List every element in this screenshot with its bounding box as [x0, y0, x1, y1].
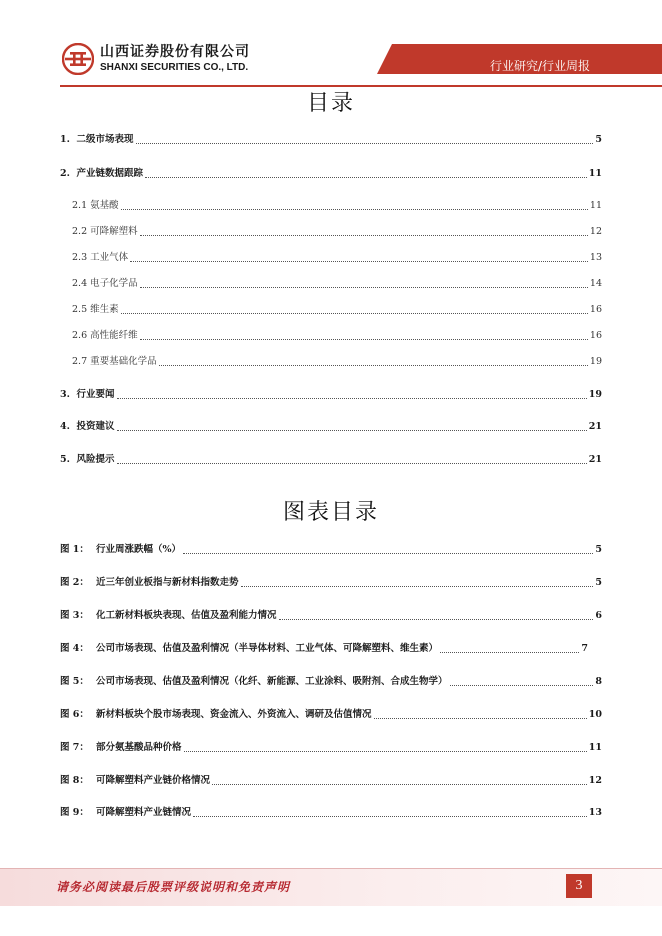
toc-item-2-6[interactable] [72, 328, 602, 342]
toc-item-2-2[interactable] [72, 224, 602, 238]
leader-dots [279, 618, 594, 620]
page-number: 3 [566, 874, 592, 898]
leader-dots [117, 397, 587, 399]
toc-item-text: 工业气体 [90, 252, 129, 263]
leader-dots [140, 286, 588, 288]
toc-item-4[interactable] [60, 419, 602, 433]
company-name [100, 44, 250, 74]
toc-item-text: 维生素 [90, 304, 119, 315]
disclaimer-note: 请务必阅读最后股票评级说明和免责声明 [56, 880, 291, 894]
figure-text: 部分氨基酸品种价格 [96, 742, 182, 753]
toc-item-num: 3. [60, 389, 70, 400]
toc-item-5[interactable] [60, 452, 602, 466]
toc-item-num: 1. [60, 134, 70, 145]
toc-item-num: 2. [60, 168, 70, 179]
leader-dots [183, 552, 593, 554]
toc-item-num: 2.3 [72, 252, 88, 263]
leader-dots [136, 142, 594, 144]
company-name-en: SHANXI SECURITIES CO., LTD. [100, 62, 249, 73]
toc-item-page: 14 [589, 278, 602, 289]
leader-dots [159, 364, 588, 366]
figure-page: 5 [595, 577, 602, 588]
leader-dots [117, 462, 587, 464]
page-header [0, 0, 662, 92]
toc-item-page: 16 [589, 304, 602, 315]
figure-page: 5 [595, 544, 602, 555]
figure-text: 公司市场表现、估值及盈利情况（化纤、新能源、工业涂料、吸附剂、合成生物学） [96, 676, 448, 687]
figure-text: 行业周涨跌幅（%） [96, 544, 182, 555]
leader-dots [193, 815, 587, 817]
toc-item-page: 16 [589, 330, 602, 341]
toc-item-num: 2.2 [72, 226, 88, 237]
leader-dots [184, 750, 587, 752]
toc-item-page: 5 [595, 134, 602, 145]
toc-item-text: 二级市场表现 [76, 134, 134, 145]
toc-item-text: 重要基础化学品 [90, 356, 157, 367]
leader-dots [450, 684, 594, 686]
toc-item-page: 11 [588, 168, 602, 179]
toc-item-text: 投资建议 [76, 421, 115, 432]
leader-dots [241, 585, 594, 587]
figure-label: 图 4： [60, 643, 89, 654]
figure-item-6[interactable] [60, 707, 602, 721]
toc-item-2-5[interactable] [72, 302, 602, 316]
figure-page: 7 [581, 643, 588, 654]
toc-item-text: 高性能纤维 [90, 330, 138, 341]
toc-item-2-3[interactable] [72, 250, 602, 264]
toc-item-page: 13 [589, 252, 602, 263]
toc-item-num: 4. [60, 421, 70, 432]
toc-item-text: 电子化学品 [90, 278, 138, 289]
figure-item-4[interactable] [60, 641, 588, 655]
leader-dots [440, 651, 579, 653]
toc-item-page: 21 [588, 421, 602, 432]
toc-item-num: 2.1 [72, 200, 88, 211]
figure-label: 图 7： [60, 742, 89, 753]
toc-item-2-1[interactable] [72, 198, 602, 212]
leader-dots [145, 176, 587, 178]
figure-page: 11 [588, 742, 602, 753]
figure-label: 图 5： [60, 676, 89, 687]
toc-item-num: 2.6 [72, 330, 88, 341]
figure-page: 10 [588, 709, 602, 720]
figure-item-1[interactable] [60, 542, 602, 556]
leader-dots [121, 208, 588, 210]
figure-item-2[interactable] [60, 575, 602, 589]
toc-item-page: 19 [588, 389, 602, 400]
figure-item-8[interactable] [60, 773, 602, 787]
toc-item-text: 产业链数据跟踪 [76, 168, 144, 179]
leader-dots [121, 312, 588, 314]
figure-text: 公司市场表现、估值及盈利情况（半导体材料、工业气体、可降解塑料、维生素） [96, 643, 439, 654]
toc-item-2-4[interactable] [72, 276, 602, 290]
figure-page: 6 [595, 610, 602, 621]
figure-item-5[interactable] [60, 674, 602, 688]
figure-item-3[interactable] [60, 608, 602, 622]
company-logo-icon [62, 43, 94, 75]
toc-item-text: 行业要闻 [76, 389, 115, 400]
toc-item-2[interactable] [60, 166, 602, 180]
toc-item-page: 19 [589, 356, 602, 367]
figure-text: 化工新材料板块表现、估值及盈利能力情况 [96, 610, 277, 621]
leader-dots [212, 783, 587, 785]
toc-item-text: 风险提示 [76, 454, 115, 465]
company-name-cn: 山西证券股份有限公司 [100, 44, 250, 60]
toc-item-page: 11 [589, 200, 602, 211]
toc-item-num: 2.7 [72, 356, 88, 367]
toc-item-num: 2.5 [72, 304, 88, 315]
report-category: 行业研究/行业周报 [490, 59, 591, 73]
leader-dots [130, 260, 588, 262]
toc-item-num: 2.4 [72, 278, 88, 289]
figure-text: 可降解塑料产业链情况 [96, 807, 192, 818]
toc-item-1[interactable] [60, 132, 602, 146]
leader-dots [374, 717, 587, 719]
toc-item-page: 12 [589, 226, 602, 237]
toc-item-2-7[interactable] [72, 354, 602, 368]
figure-label: 图 9： [60, 807, 89, 818]
figure-label: 图 2： [60, 577, 89, 588]
leader-dots [117, 429, 587, 431]
figure-text: 可降解塑料产业链价格情况 [96, 775, 211, 786]
figure-label: 图 8： [60, 775, 89, 786]
toc-item-text: 氨基酸 [90, 200, 119, 211]
toc-item-3[interactable] [60, 387, 602, 401]
figure-text: 近三年创业板指与新材料指数走势 [96, 577, 239, 588]
figure-text: 新材料板块个股市场表现、资金流入、外资流入、调研及估值情况 [96, 709, 372, 720]
figure-item-7[interactable] [60, 740, 602, 754]
figure-label: 图 6： [60, 709, 89, 720]
figure-page: 13 [588, 807, 602, 818]
figure-label: 图 1： [60, 544, 89, 555]
figure-item-9[interactable] [60, 805, 602, 819]
toc-title: 目录 [306, 91, 355, 116]
toc-item-page: 21 [588, 454, 602, 465]
toc-item-text: 可降解塑料 [90, 226, 138, 237]
figure-page: 12 [588, 775, 602, 786]
figure-page: 8 [595, 676, 602, 687]
toc-item-num: 5. [60, 454, 70, 465]
figures-title: 图表目录 [282, 500, 379, 525]
figure-label: 图 3： [60, 610, 89, 621]
leader-dots [140, 338, 588, 340]
leader-dots [140, 234, 588, 236]
